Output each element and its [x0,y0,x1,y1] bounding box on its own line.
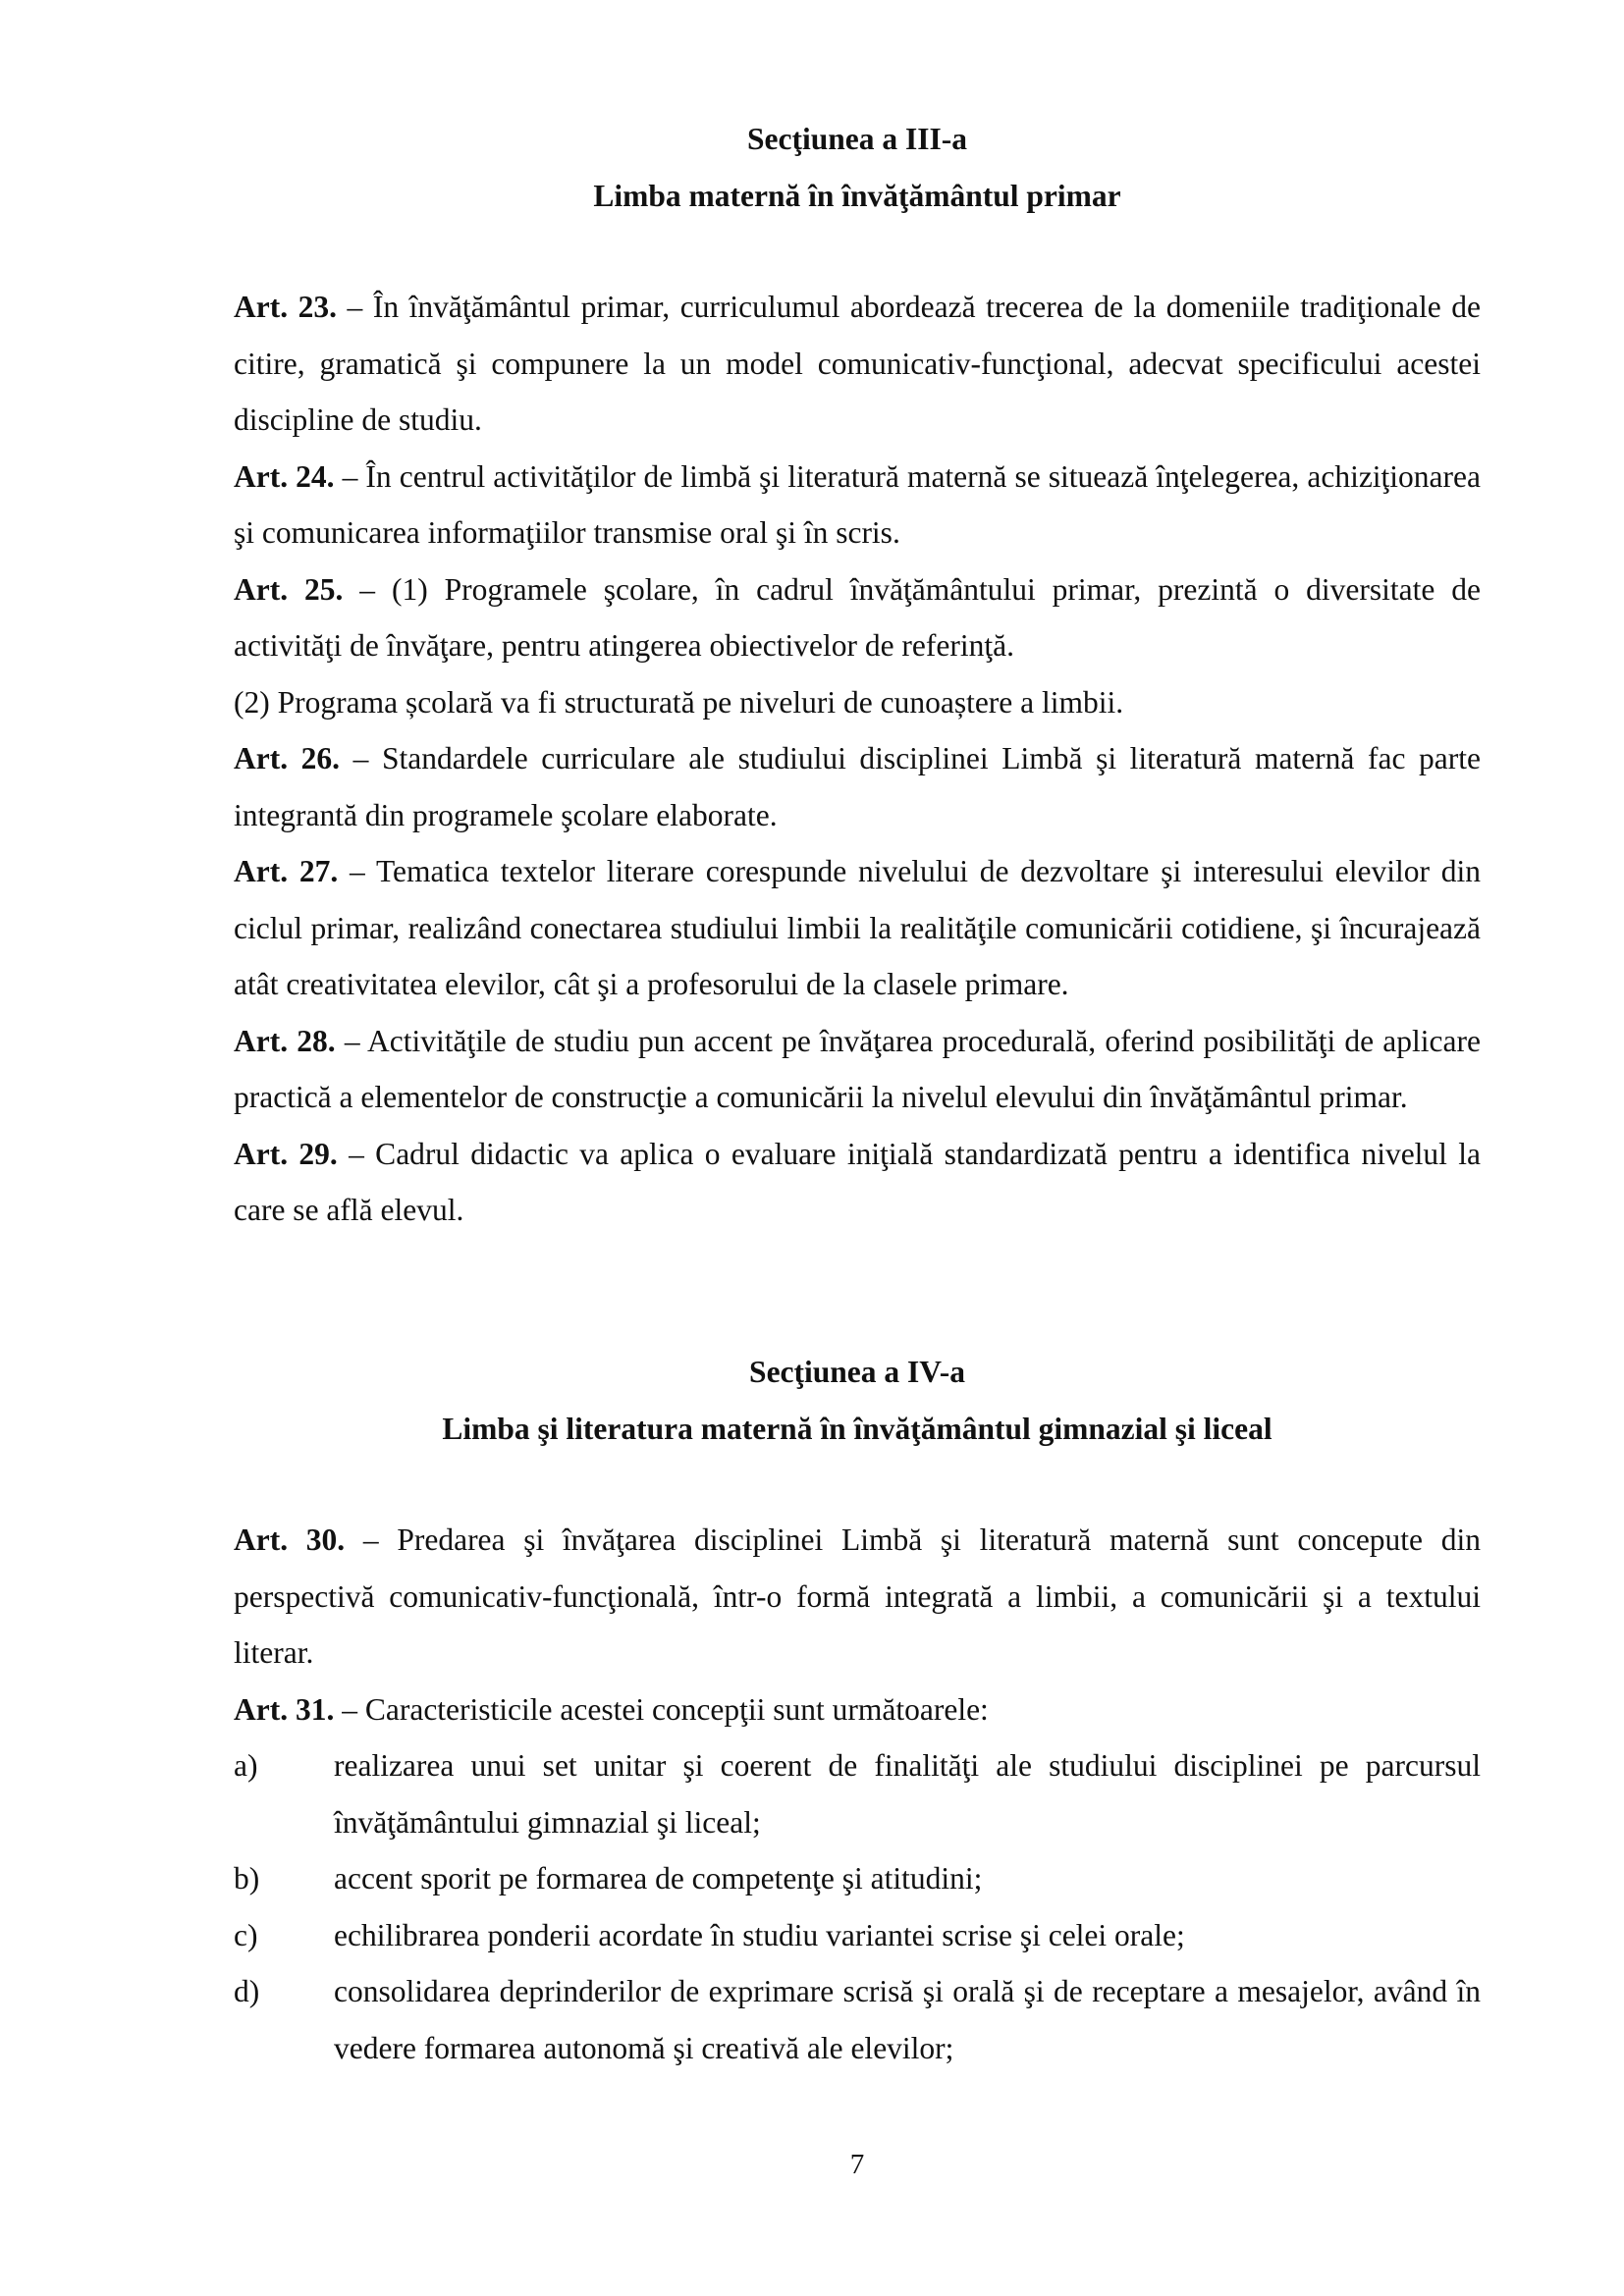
list-item [234,1963,1481,2076]
section-subtitle: Limba şi literatura maternă în învăţământul gimnazial şi liceal [442,1411,1272,1446]
section-heading [234,1344,1481,1457]
article-paragraph [234,1126,1481,1239]
article-number: Art. 26. [234,741,341,775]
page-number: 7 [849,2149,865,2180]
list-item [234,1737,1481,1850]
articles-block [234,279,1481,1239]
articles-block [234,1512,1481,2076]
article-text: – (1) Programele şcolare, în cadrul învăţământului primar, prezintă o diversitate de activităţi de învăţare, pentru atingerea obiectivelor de referinţă. [234,571,1481,663]
article-text: – Caracteristicile acestei concepţii sunt următoarele: [334,1691,989,1727]
section-subtitle: Limba maternă în învăţământul primar [593,178,1121,213]
article-paragraph [234,279,1481,449]
article-text: – Activităţile de studiu pun accent pe învăţarea procedurală, oferind posibilităţi de aplicare practică a elementelor de construcţie a comunicării la nivelul elevului din învăţământul primar. [234,1023,1481,1114]
article-text: – Standardele curriculare ale studiului disciplinei Limbă şi literatură maternă fac parte integrantă din programele şcolare elaborate. [234,741,1481,832]
article-number: Art. 28. [234,1023,336,1058]
list-item [234,1850,1481,1907]
list-text: realizarea unui set unitar şi coerent de finalităţi ale studiului disciplinei pe parcursul învăţământului gimnazial şi liceal; [334,1748,1481,1840]
article-number: Art. 30. [234,1522,346,1557]
article-paragraph [234,1512,1481,1682]
section-heading [234,111,1481,224]
article-paragraph [234,449,1481,561]
article-number: Art. 23. [234,290,338,324]
article-text: – Cadrul didactic va aplica o evaluare iniţială standardizată pentru a identifica nivelul la care se află elevul. [234,1136,1481,1227]
article-number: Art. 24. [234,458,335,494]
article-text: – În centrul activităţilor de limbă şi literatură maternă se situează înţelegerea, achiziţionarea şi comunicarea informaţiilor transmise oral şi în scris. [234,458,1481,550]
article-paragraph [234,561,1481,674]
article-number: Art. 25. [234,571,344,607]
list-text: accent sporit pe formarea de competenţe şi atitudini; [334,1861,983,1896]
article-paragraph [234,730,1481,843]
article-text: – Predarea şi învăţarea disciplinei Limbă şi literatură maternă sunt concepute din perspectivă comunicativ-funcţională, într-o formă integrată a limbii, a comunicării şi a textului literar. [234,1522,1481,1670]
article-paragraph [234,1013,1481,1126]
list-marker: d) [234,1974,260,2008]
list-text: consolidarea deprinderilor de exprimare scrisă şi orală şi de receptare a mesajelor, având în vedere formarea autonomă şi creativă ale elevilor; [334,1974,1481,2065]
list-marker: b) [234,1861,260,1896]
article-paragraph [234,1682,1481,1738]
section-title: Secţiunea a IV-a [749,1355,965,1389]
section-title: Secţiunea a III-a [746,122,967,156]
article-number: Art. 29. [234,1136,338,1171]
list-marker: c) [234,1917,258,1952]
article-text: – În învăţământul primar, curriculumul abordează trecerea de la domeniile tradiţionale de citire, gramatică şi compunere la un model comunicativ-funcţional, adecvat specificului acestei discipline de studiu. [234,290,1481,437]
article-number: Art. 27. [234,854,339,888]
article-number: Art. 31. [234,1691,335,1727]
list-marker: a) [234,1748,258,1783]
article-text: (2) Programa școlară va fi structurată pe niveluri de cunoaștere a limbii. [234,684,1124,720]
article-paragraph [234,843,1481,1013]
list-item [234,1907,1481,1964]
page-body [234,0,1481,2296]
article-text: – Tematica textelor literare corespunde nivelului de dezvoltare şi interesului elevilor din ciclul primar, realizând conectarea studiului limbii la realităţile comunicării cotidiene, şi încurajează atât creativitatea elevilor, cât şi a profesorului de la clasele primare. [234,854,1481,1001]
list-text: echilibrarea ponderii acordate în studiu variantei scrise şi celei orale; [334,1917,1185,1952]
article-paragraph [234,674,1481,731]
